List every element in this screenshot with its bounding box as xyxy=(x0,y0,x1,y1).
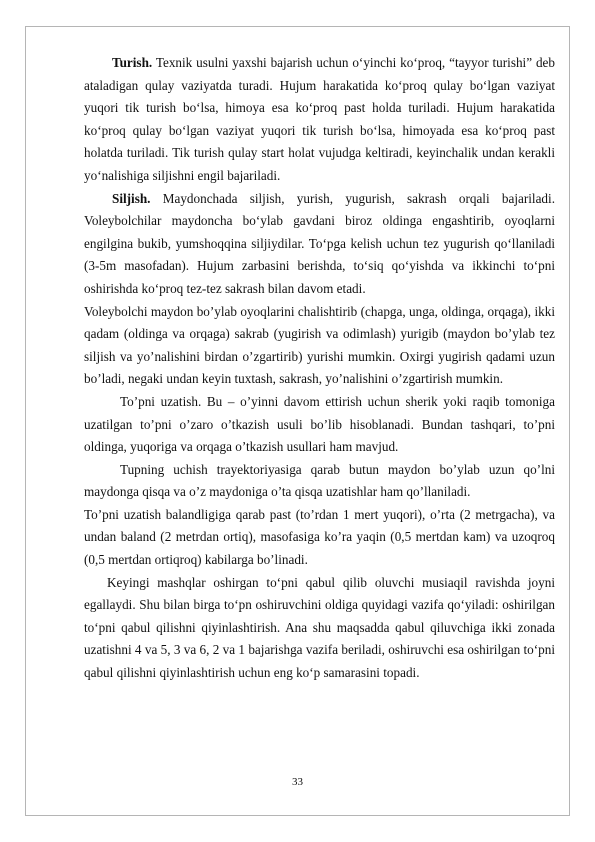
page-number: 33 xyxy=(292,776,303,788)
term-siljish: Siljish. xyxy=(112,190,151,206)
paragraph-topni-uzatish: To’pni uzatish. Bu – o’yinni davom ettirish uchun sherik yoki raqib tomoniga uzatilgan to’pni o’zaro o’tkazish usuli bo’lib hisoblanadi. Bundan tashqari, to’pni oldinga, yuqoriga va orqaga o’tkazish usullari ham mavjud. xyxy=(84,393,555,455)
paragraph-voleybolchi: Voleybolchi maydon bo’ylab oyoqlarini chalishtirib (chapga, unga, oldinga, orqaga), ikki qadam (oldinga va orqaga) sakrab (yugirish va odimlash) yurigib (maydon bo’ylab tez siljish va yo’nalishini birdan o’zgartirib) yurishi mumkin. Oxirgi yugirish qadami uzun bo’ladi, negaki undan keyin tuxtash, sakrash, yo’nalishini o’zgartirish mumkin. xyxy=(84,303,555,387)
paragraph-turish-text: Texnik usulni yaxshi bajarish uchun o‘yinchi ko‘proq, “tayyor turishi” deb ataladigan qulay vaziyatda turadi. Hujum harakatida ko‘proq qulay bo‘lgan vaziyat yuqori tik turish bo‘lsa, himoya esa ko‘proq past holda turiladi. Hujum harakatida ko‘proq qulay bo‘lgan vaziyat yuqori tik turish bo‘lsa, himoyada esa ko‘proq past holatda turiladi. Tik turish qulay start holat vujudga keltiradi, keyinchalik undan kerakli yo‘nalishiga siljishni engil bajariladi. xyxy=(84,55,555,183)
paragraph-turish xyxy=(84,52,555,188)
paragraph-trayektoriya: Tupning uchish trayektoriyasiga qarab butun maydon bo’ylab uzun qo’lni maydonga qisqa va o’z maydoniga o’ta qisqa uzatishlar ham qo’llaniladi. xyxy=(84,461,555,500)
paragraph-keyingi-mashqlar: Keyingi mashqlar oshirgan to‘pni qabul qilib oluvchi musiaqil ravishda joyni egallaydi. Shu bilan birga to‘pn oshiruvchini oldiga quyidagi vazifa qo‘yiladi: oshirilgan to‘pni qabul qilishni qiyinlashtirish. Ana shu maqsadda qabul qiluvchiga ikki zonada uzatishni 4 va 5, 3 va 6, 2 va 1 bajarishga vazifa beriladi, oshiruvchi esa oshirilgan to‘pni qabul qilishni qiyinlashtirish uchun eng ko‘p samarasini topadi. xyxy=(84,574,555,681)
paragraph-siljish-text: Maydonchada siljish, yurish, yugurish, sakrash orqali bajariladi. Voleybolchilar maydoncha bo‘ylab gavdani biroz oldinga engashtirib, oyoqlarni engilgina bukib, yumshoqqina siljiydilar. To‘pga kelish uchun tez yugurish qo‘llaniladi (3-5m masofadan). Hujum zarbasini berishda, to‘siq qo‘yishda va ikkinchi to‘pni oshirishda ko‘proq tez-tez sakrash bilan davom etadi. xyxy=(84,190,555,296)
document-body xyxy=(84,52,555,685)
paragraph-siljish xyxy=(84,188,555,301)
term-turish: Turish. xyxy=(112,55,153,70)
paragraph-balandlik: To’pni uzatish balandligiga qarab past (to’rdan 1 mert yuqori), o’rta (2 metrgacha), va undan baland (2 metrdan ortiq), masofasiga ko’ra yaqin (0,5 mertdan kam) va uzoqroq (0,5 mertdan ortiqroq) kabilarga bo’linadi. xyxy=(84,506,555,568)
